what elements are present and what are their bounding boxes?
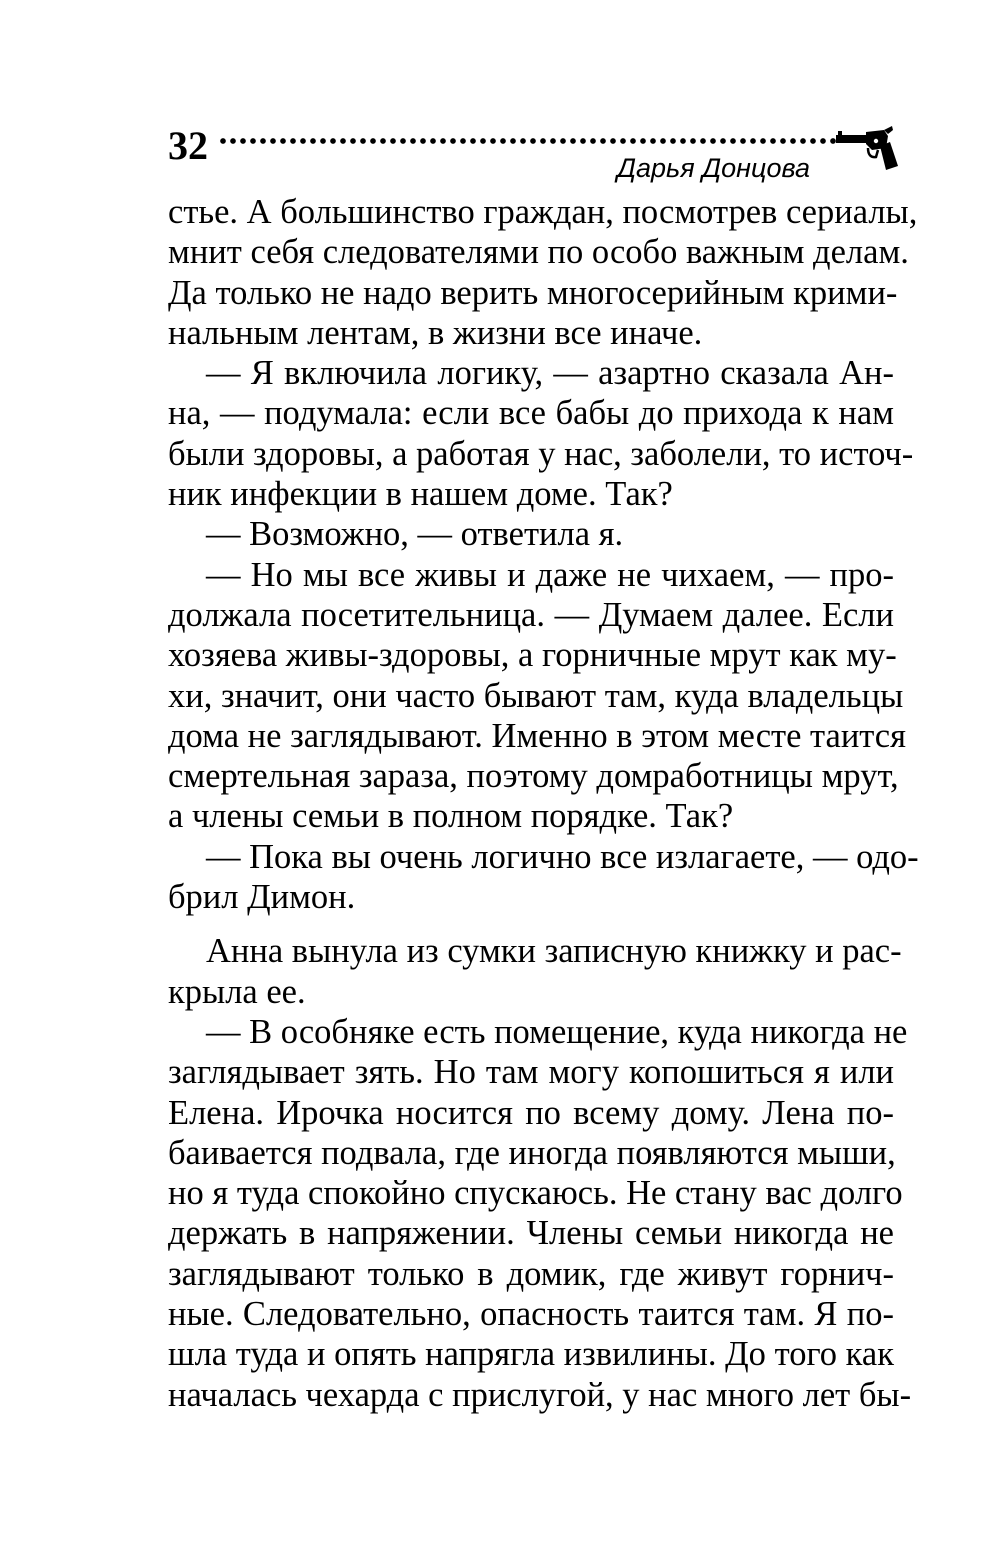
text-line: смертельная зараза, поэтому домработницы мрут, [168, 757, 899, 796]
text-line: шла туда и опять напрягла извилины. До того как [168, 1335, 894, 1374]
text-line: нальным лентам, в жизни все иначе. [168, 313, 703, 352]
paragraph-gap [168, 917, 894, 931]
body-text [168, 192, 919, 1415]
text-line: — Но мы все живы и даже не чихаем, — про- [206, 555, 894, 594]
text-line: — Я включила логику, — азартно сказала Ан- [206, 354, 894, 393]
text-line: — Возможно, — ответила я. [206, 515, 624, 554]
text-line: брил Димон. [168, 878, 356, 917]
text-line: дома не заглядывают. Именно в этом месте таится [168, 716, 906, 755]
revolver-icon [836, 126, 898, 172]
text-line: Да только не надо верить многосерийным крими- [168, 273, 898, 312]
text-line: — Пока вы очень логично все излагаете, — одо- [206, 837, 919, 876]
text-line: а члены семьи в полном порядке. Так? [168, 797, 734, 836]
page-number: 32 [168, 123, 208, 168]
running-header [168, 122, 896, 192]
text-line: но я туда спокойно спускаюсь. Не стану вас долго [168, 1174, 903, 1213]
text-line: должала посетительница. — Думаем далее. Если [168, 595, 894, 634]
author-name: Дарья Донцова [616, 153, 810, 183]
text-line: — В особняке есть помещение, куда никогда не [206, 1012, 908, 1051]
text-line: ник инфекции в нашем доме. Так? [168, 475, 673, 514]
text-line: баивается подвала, где иногда появляются мыши, [168, 1133, 896, 1172]
text-line: крыла ее. [168, 972, 306, 1011]
text-line: на, — подумала: если все бабы до прихода к нам [168, 394, 894, 433]
text-line: хозяева живы-здоровы, а горничные мрут как му- [168, 636, 897, 675]
text-line: держать в напряжении. Члены семьи никогда не [168, 1214, 894, 1253]
text-line: ные. Следовательно, опасность таится там. Я по- [168, 1295, 894, 1334]
text-line: мнит себя следователями по особо важным делам. [168, 233, 909, 272]
text-line: были здоровы, а работая у нас, заболели, то источ- [168, 434, 914, 473]
dotted-rule [218, 136, 838, 146]
text-line: началась чехарда с прислугой, у нас много лет бы- [168, 1375, 912, 1414]
text-line: заглядывает зять. Но там могу копошиться я или [168, 1053, 894, 1092]
text-line: стье. А большинство граждан, посмотрев сериалы, [168, 193, 918, 231]
text-line: Елена. Ирочка носится по всему дому. Лена по- [168, 1093, 894, 1132]
text-line: заглядывают только в домик, где живут горнич- [168, 1254, 894, 1293]
text-line: хи, значит, они часто бывают там, куда владельцы [168, 676, 904, 715]
text-line: Анна вынула из сумки записную книжку и рас- [206, 932, 902, 971]
